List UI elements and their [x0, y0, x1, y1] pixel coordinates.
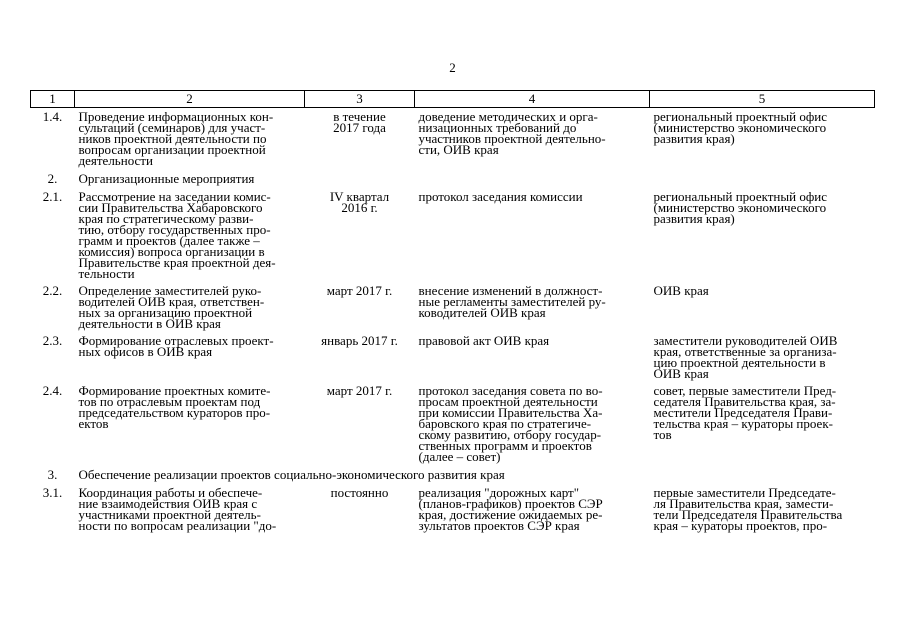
result-cell-line: края, достижение ожидаемых ре- [418, 507, 603, 522]
activity-cell-line: комиссия) вопроса организации в [78, 244, 265, 259]
responsible-cell-line: ОИВ края [653, 366, 709, 381]
activity-cell-line: Координация работы и обеспече- [78, 485, 263, 500]
section-row [31, 169, 875, 188]
responsible-cell-line: ОИВ края [653, 283, 709, 298]
deadline-cell-line: январь 2017 г. [321, 333, 398, 348]
row-number: 3. [47, 467, 58, 482]
activity-cell-line: грамм и проектов (далее также – [78, 233, 260, 248]
responsible-cell [650, 108, 875, 170]
deadline-cell-line: 2016 г. [341, 200, 378, 215]
table-row [31, 332, 875, 382]
activity-cell [75, 332, 305, 382]
deadline-cell [305, 332, 415, 382]
responsible-cell-line: заместители руководителей ОИВ [653, 333, 838, 348]
result-cell-line: ководителей ОИВ края [418, 305, 546, 320]
responsible-cell-line: тельства края – кураторы проек- [653, 416, 833, 431]
responsible-cell-line: края, ответственные за организа- [653, 344, 837, 359]
row-number: 3.1. [42, 485, 63, 500]
row-number: 1.4. [42, 109, 63, 124]
result-cell-line: баровского края по стратегиче- [418, 416, 592, 431]
row-number: 2.4. [42, 383, 63, 398]
header-col-1: 1 [31, 91, 75, 108]
result-cell-line: протокол заседания совета по во- [418, 383, 603, 398]
deadline-cell [305, 484, 415, 534]
result-cell-line: низационных требований до [418, 120, 577, 135]
row-number: 2.1. [42, 189, 63, 204]
header-row [31, 91, 875, 108]
deadline-cell-line: в течение [333, 109, 386, 124]
responsible-cell-line: цию проектной деятельности в [653, 355, 826, 370]
responsible-cell [650, 382, 875, 465]
responsible-cell-line: (министерство экономического [653, 200, 827, 215]
result-cell-line: ственных программ и проектов [418, 438, 592, 453]
table-row [31, 484, 875, 534]
header-col-4: 4 [415, 91, 650, 108]
result-cell-line: правовой акт ОИВ края [418, 333, 550, 348]
table-row [31, 108, 875, 170]
responsible-cell-line: седателя Правительства края, за- [653, 394, 836, 409]
activity-cell-line: Проведение информационных кон- [78, 109, 274, 124]
row-number: 2. [47, 171, 58, 186]
activity-cell-line: ных офисов в ОИВ края [78, 344, 213, 359]
result-cell-line: ные регламенты заместителей ру- [418, 294, 606, 309]
result-cell-line: при комиссии Правительства Ха- [418, 405, 603, 420]
section-row [31, 465, 875, 484]
responsible-cell-line: местители Председателя Прави- [653, 405, 833, 420]
activity-cell-line: края по стратегическому разви- [78, 211, 254, 226]
header-col-5: 5 [650, 91, 875, 108]
activity-cell-line: тельности [78, 266, 135, 281]
activity-cell-line: председательством кураторов про- [78, 405, 271, 420]
responsible-cell [650, 188, 875, 282]
deadline-cell [305, 108, 415, 170]
responsible-cell-line: развития края) [653, 211, 735, 226]
activity-cell-line: Определение заместителей руко- [78, 283, 262, 298]
activity-cell-line: Рассмотрение на заседании комис- [78, 189, 271, 204]
row-number: 2.3. [42, 333, 63, 348]
activity-cell-line: ности по вопросам реализации "до- [78, 518, 277, 533]
activity-cell-line: Правительстве края проектной дея- [78, 255, 276, 270]
table-row [31, 282, 875, 332]
deadline-cell-line: март 2017 г. [326, 383, 393, 398]
result-cell-line: (далее – совет) [418, 449, 501, 464]
responsible-cell-line: тов [653, 427, 672, 442]
table-body [31, 108, 875, 535]
result-cell-line: скому развитию, отбору государ- [418, 427, 602, 442]
responsible-cell-line: края – кураторы проектов, про- [653, 518, 828, 533]
activity-cell [75, 282, 305, 332]
activity-cell-line: ников проектной деятельности по [78, 131, 267, 146]
deadline-cell [305, 282, 415, 332]
table-row [31, 382, 875, 465]
responsible-cell [650, 484, 875, 534]
responsible-cell-line: совет, первые заместители Пред- [653, 383, 837, 398]
activity-cell-line: Формирование отраслевых проект- [78, 333, 274, 348]
header-col-2: 2 [75, 91, 305, 108]
activity-cell-line: сультаций (семинаров) для участ- [78, 120, 266, 135]
deadline-cell-line: IV квартал [329, 189, 390, 204]
deadline-cell-line: март 2017 г. [326, 283, 393, 298]
responsible-cell [650, 282, 875, 332]
result-cell [415, 484, 650, 534]
activity-cell-line: сии Правительства Хабаровского [78, 200, 263, 215]
responsible-cell-line: тели Председателя Правительства [653, 507, 843, 522]
result-cell-line: участников проектной деятельно- [418, 131, 606, 146]
result-cell [415, 108, 650, 170]
responsible-cell-line: первые заместители Председате- [653, 485, 836, 500]
result-cell-line: (планов-графиков) проектов СЭР [418, 496, 603, 511]
activity-cell-line: деятельности [78, 153, 153, 168]
activity-cell-line: деятельности в ОИВ края [78, 316, 221, 331]
result-cell-line: внесение изменений в должност- [418, 283, 603, 298]
deadline-cell-line: постоянно [330, 485, 389, 500]
activity-cell-line: ных за организацию проектной [78, 305, 253, 320]
activity-cell-line: ние взаимодействия ОИВ края с [78, 496, 258, 511]
page-number: 2 [449, 60, 456, 75]
responsible-cell-line: (министерство экономического [653, 120, 827, 135]
activity-cell-line: вопросам организации проектной [78, 142, 266, 157]
activity-cell [75, 188, 305, 282]
responsible-cell-line: развития края) [653, 131, 735, 146]
activity-cell-line: тию, отбору государственных про- [78, 222, 271, 237]
result-cell-line: протокол заседания комиссии [418, 189, 583, 204]
result-cell [415, 188, 650, 282]
activity-cell-line: ектов [78, 416, 109, 431]
result-cell [415, 382, 650, 465]
result-cell-line: сти, ОИВ края [418, 142, 499, 157]
deadline-cell [305, 188, 415, 282]
activity-cell-line: водителей ОИВ края, ответствен- [78, 294, 265, 309]
responsible-cell-line: региональный проектный офис [653, 189, 827, 204]
row-number: 2.2. [42, 283, 63, 298]
responsible-cell [650, 332, 875, 382]
activity-cell-line: участниками проектной деятель- [78, 507, 261, 522]
result-cell-line: доведение методических и орга- [418, 109, 598, 124]
result-cell [415, 332, 650, 382]
header-col-3: 3 [305, 91, 415, 108]
activity-cell-line: Формирование проектных комите- [78, 383, 271, 398]
deadline-cell-line: 2017 года [333, 120, 386, 135]
section-title: Организационные мероприятия [78, 171, 255, 186]
result-cell-line: реализация "дорожных карт" [418, 485, 580, 500]
deadline-cell [305, 382, 415, 465]
section-title: Обеспечение реализации проектов социально-экономического развития края [78, 467, 505, 482]
responsible-cell-line: региональный проектный офис [653, 109, 827, 124]
responsible-cell-line: ля Правительства края, замести- [653, 496, 834, 511]
activity-cell [75, 382, 305, 465]
activity-cell [75, 484, 305, 534]
result-cell-line: просам проектной деятельности [418, 394, 598, 409]
result-cell-line: зультатов проектов СЭР края [418, 518, 580, 533]
table-row [31, 188, 875, 282]
result-cell [415, 282, 650, 332]
activity-cell-line: тов по отраслевым проектам под [78, 394, 261, 409]
activity-cell [75, 108, 305, 170]
plan-table [30, 90, 875, 534]
